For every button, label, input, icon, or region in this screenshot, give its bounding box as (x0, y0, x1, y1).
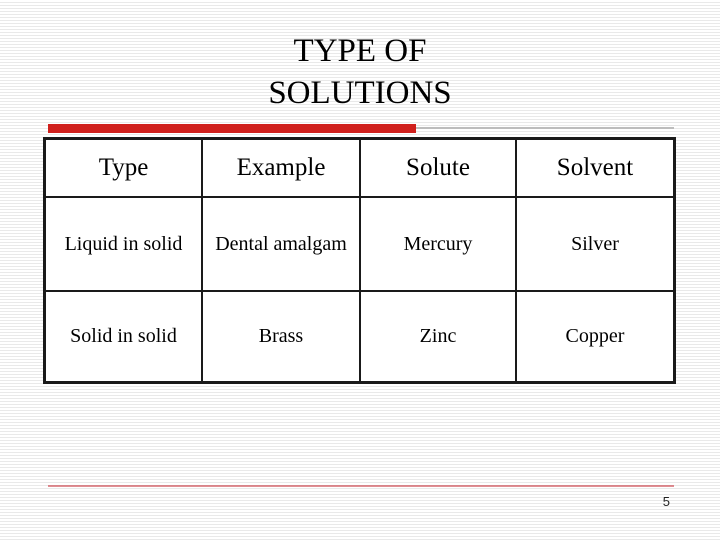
footer-divider (48, 485, 674, 487)
solutions-table-frame (43, 137, 676, 384)
table-row (46, 291, 673, 381)
title-underline-accent (48, 124, 416, 133)
cell-type: Solid in solid (46, 291, 202, 381)
header-type: Type (46, 140, 202, 197)
page-number: 5 (662, 494, 670, 509)
cell-type: Liquid in solid (46, 197, 202, 291)
title-underline-thin (416, 127, 674, 129)
slide-title: TYPE OF SOLUTIONS (268, 33, 452, 111)
cell-solvent: Silver (516, 197, 673, 291)
solutions-table (46, 140, 673, 381)
cell-solute: Mercury (360, 197, 516, 291)
table-header-row (46, 140, 673, 197)
title-underline (48, 124, 674, 134)
header-example: Example (202, 140, 360, 197)
header-solute: Solute (360, 140, 516, 197)
cell-solvent: Copper (516, 291, 673, 381)
cell-solute: Zinc (360, 291, 516, 381)
cell-example: Brass (202, 291, 360, 381)
header-solvent: Solvent (516, 140, 673, 197)
table-row (46, 197, 673, 291)
cell-example: Dental amalgam (202, 197, 360, 291)
